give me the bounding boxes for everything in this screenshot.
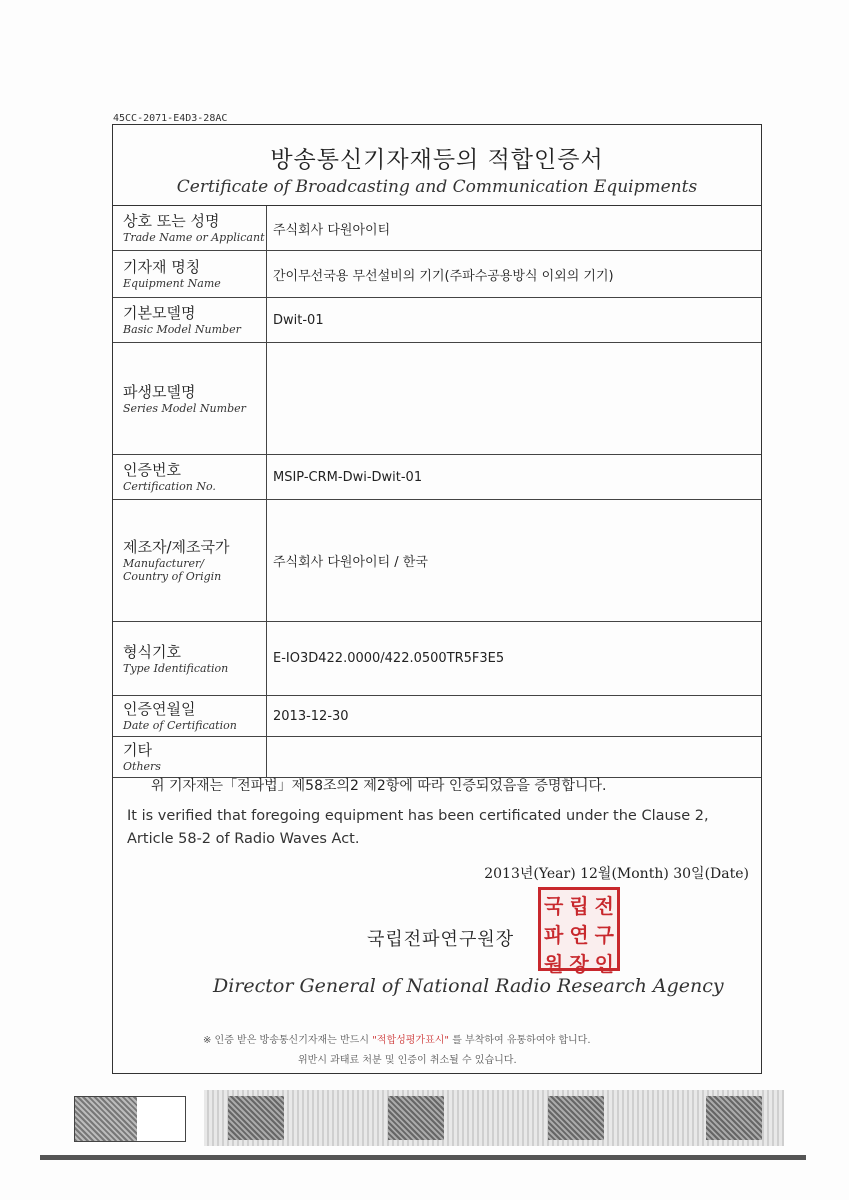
label-ko: 제조자/제조국가: [123, 538, 230, 556]
row-series-model: [113, 343, 761, 455]
issuer-korean: 국립전파연구원장: [367, 929, 515, 950]
footer-barcode-box: [74, 1096, 186, 1142]
security-block: [228, 1096, 284, 1140]
footer-security-strip: [204, 1090, 784, 1146]
row-equipment-name: [113, 251, 761, 298]
label-en: Certification No.: [123, 480, 216, 493]
official-seal: 국 립 전 파 연 구 원 장 인: [538, 887, 620, 971]
label-en: Others: [123, 760, 161, 773]
label-ko: 인증번호: [123, 461, 181, 479]
value-type-identification: E-IO3D422.0000/422.0500TR5F3E5: [273, 651, 505, 666]
notice-mark-text: "적합성평가표시": [372, 1035, 450, 1046]
issuer-english: Director General of National Radio Research Agency: [213, 975, 724, 997]
label-en: Trade Name or Applicant: [123, 231, 265, 244]
label-ko: 기자재 명칭: [123, 258, 201, 276]
value-date-of-certification: 2013-12-30: [273, 708, 349, 724]
value-others: [273, 737, 755, 777]
notice-line-2: 위반시 과태료 처분 및 인증이 취소될 수 있습니다.: [298, 1055, 517, 1066]
certificate-table: [113, 205, 761, 778]
row-trade-name: [113, 206, 761, 251]
value-series-model: [273, 343, 755, 454]
value-equipment-name: 간이무선국용 무선설비의 기기(주파수공용방식 이외의 기기): [273, 268, 614, 284]
row-others: [113, 737, 761, 778]
statement-english: It is verified that foregoing equipment has been certificated under the Clause 2, Article 58-2 of Radio Waves Act.: [127, 808, 709, 847]
notice-text-b: 를 부착하여 유통하여야 합니다.: [452, 1035, 591, 1046]
row-type-identification: [113, 622, 761, 696]
title-korean: 방송통신기자재등의 적합인증서: [270, 147, 604, 173]
label-ko: 인증연월일: [123, 700, 196, 718]
label-ko: 형식기호: [123, 642, 181, 661]
statement-korean: 위 기자재는「전파법」제58조의2 제2항에 따라 인증되었음을 증명합니다.: [151, 778, 607, 794]
label-en-2: Country of Origin: [123, 570, 222, 583]
label-en: Date of Certification: [123, 719, 237, 732]
certificate-frame: [112, 124, 762, 1074]
label-en: Manufacturer/: [123, 557, 205, 570]
row-date-of-certification: [113, 696, 761, 737]
barcode-pattern: [75, 1097, 137, 1141]
security-block: [388, 1096, 444, 1140]
security-block: [706, 1096, 762, 1140]
value-basic-model: Dwit-01: [273, 312, 324, 328]
label-en: Series Model Number: [123, 401, 246, 415]
notice-text-a: ※ 인증 받은 방송통신기자재는 반드시: [203, 1035, 369, 1046]
row-certification-no: [113, 455, 761, 500]
value-trade-name: 주식회사 다원아이티: [273, 222, 391, 238]
security-block: [548, 1096, 604, 1140]
label-ko: 상호 또는 성명: [123, 212, 220, 230]
label-ko: 기본모델명: [123, 304, 196, 322]
issue-date: 2013년(Year) 12월(Month) 30일(Date): [484, 866, 749, 882]
title-english: Certificate of Broadcasting and Communication Equipments: [176, 177, 698, 197]
label-en: Type Identification: [123, 661, 229, 675]
label-en: Equipment Name: [123, 277, 221, 290]
notice-line-1: [203, 1031, 591, 1046]
document-id: 45CC-2071-E4D3-28AC: [113, 113, 228, 124]
label-ko: 파생모델명: [123, 382, 196, 401]
footer-rule: [40, 1155, 806, 1160]
label-en: Basic Model Number: [123, 323, 241, 336]
row-manufacturer: [113, 500, 761, 622]
value-certification-no: MSIP-CRM-Dwi-Dwit-01: [273, 469, 423, 485]
row-basic-model: [113, 298, 761, 343]
label-ko: 기타: [123, 741, 152, 759]
value-manufacturer: 주식회사 다원아이티 / 한국: [273, 555, 428, 570]
